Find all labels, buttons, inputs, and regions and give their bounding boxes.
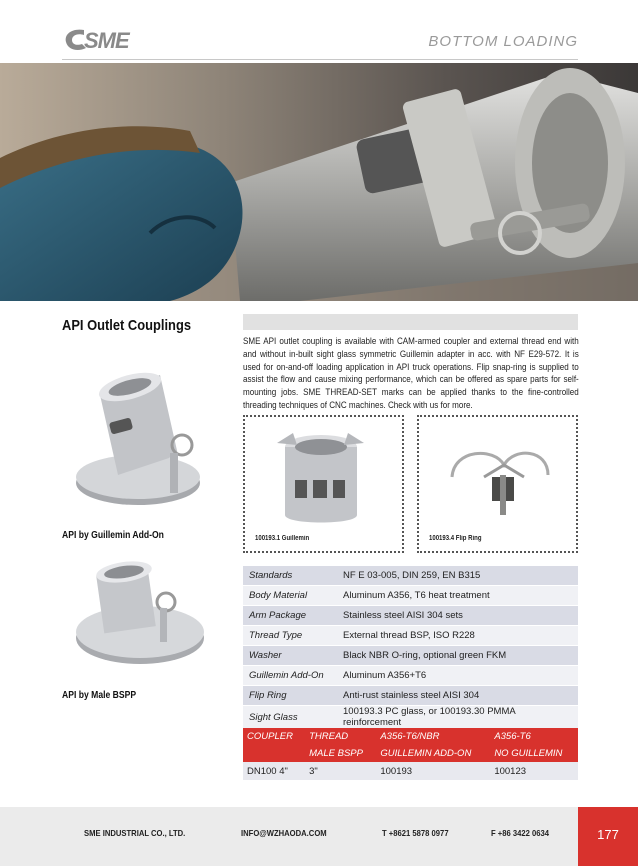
order-header-cell: THREAD [305,728,376,745]
spec-label: Thread Type [249,630,303,641]
order-cell: 3" [305,762,376,780]
spec-row [243,566,578,586]
spec-value: Anti-rust stainless steel AISI 304 [343,690,480,701]
order-header-cell: GUILLEMIN ADD-ON [376,745,490,762]
male-bspp-coupling-image [70,560,210,680]
flip-ring-image [444,437,554,522]
title-bar [243,314,578,330]
spec-label: Guillemin Add-On [249,670,324,681]
order-header-cell: MALE BSPP [305,745,376,762]
order-header-cell [243,745,305,762]
spec-value: Black NBR O-ring, optional green FKM [343,650,507,661]
order-header-cell: NO GUILLEMIN [490,745,578,762]
hero-photo [0,63,638,301]
brand-name: SME [84,28,129,53]
footer-fax: F +86 3422 0634 [491,828,550,838]
header-divider [62,59,578,60]
order-header-cell: COUPLER [243,728,305,745]
page-number: 177 [597,827,619,842]
order-header-row [243,745,578,762]
order-cell: 100193 [376,762,490,780]
guillemin-coupling-image [70,365,210,520]
detail-box-guillemin [243,415,404,553]
detail-box-flip-ring [417,415,578,553]
spec-label: Flip Ring [249,690,287,701]
footer-phone: T +8621 5878 0977 [382,828,449,838]
spec-row [243,586,578,606]
order-cell: DN100 4" [243,762,305,780]
spec-value: NF E 03-005, DIN 259, EN B315 [343,570,481,581]
section-title: BOTTOM LOADING [428,33,578,50]
spec-value: Aluminum A356+T6 [343,670,427,681]
spec-row [243,646,578,666]
order-header-row [243,728,578,745]
footer-company: SME INDUSTRIAL CO., LTD. [84,828,186,838]
caption-detail-flip-ring: 100193.4 Flip Ring [429,535,482,542]
spec-row [243,686,578,706]
spec-row [243,706,578,729]
spec-value: 100193.3 PC glass, or 100193.30 PMMA reinforcement [343,706,516,728]
spec-row [243,666,578,686]
spec-label: Washer [249,650,282,661]
spec-value: Aluminum A356, T6 heat treatment [343,590,490,601]
spec-row [243,626,578,646]
spec-value: External thread BSP, ISO R228 [343,630,475,641]
order-cell: 100123 [490,762,578,780]
guillemin-adapter-image [273,425,368,530]
page-title: API Outlet Couplings [62,317,191,334]
spec-value: Stainless steel AISI 304 sets [343,610,463,621]
order-row [243,762,578,780]
caption-male-bspp: API by Male BSPP [62,690,137,701]
spec-label: Body Material [249,590,308,601]
caption-guillemin: API by Guillemin Add-On [62,530,164,541]
spec-label: Arm Package [249,610,307,621]
footer-email[interactable]: INFO@WZHAODA.COM [241,828,327,838]
order-header-cell: A356-T6 [490,728,578,745]
spec-label: Standards [249,570,293,581]
spec-table [243,566,578,729]
caption-detail-guillemin: 100193.1 Guillemin [255,535,310,542]
order-header-cell: A356-T6/NBR [376,728,490,745]
product-description: SME API outlet coupling is available with CAM-armed coupler and external thread end with and without in-built sight glass symmetric Guillemin adapter in acc. with NF E29-572. It is used for on-and-off loading application in API truck operations. Flip snap-ring is supplied to assist the flow and cause mixing performance, which can be offered as spare parts for self-mounting jobs. SME THREAD-SET marks can be applied thanks to the fine-controlled threading techniques of CNC machines. Check with us for more. [243,336,579,411]
spec-label: Sight Glass [249,711,298,723]
order-table [243,728,578,780]
spec-row [243,606,578,626]
